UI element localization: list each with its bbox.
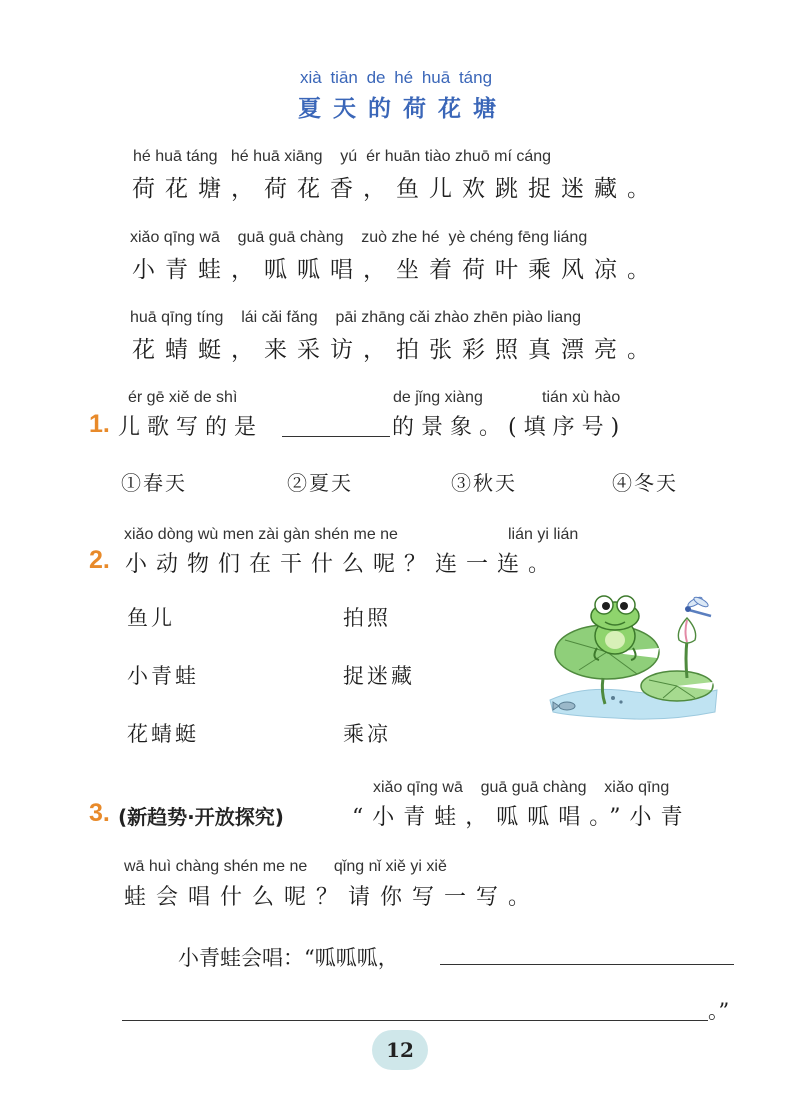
q3-text-line-1: “小青蛙，呱呱唱。”小青 [352, 805, 692, 830]
q1-number: 1. [89, 410, 110, 438]
poem-line-3-pinyin: huā qīng tíng lái cǎi fǎng pāi zhāng cǎi zhào zhēn piào liang [130, 309, 581, 326]
q2-text: 小动物们在干什么呢？连一连。 [125, 552, 560, 577]
q1-pinyin-c: tián xù hào [542, 389, 621, 406]
page-number: 12 [372, 1030, 428, 1070]
q3-answer-line-2[interactable] [122, 992, 708, 1021]
q3-answer-prompt: 小青蛙会唱：“呱呱呱， [178, 946, 399, 970]
q3-answer-line-1[interactable] [440, 936, 734, 965]
title-pinyin: xià tiān de hé huā táng [300, 68, 493, 87]
q3-pinyin-line-1: xiǎo qīng wā guā guā chàng xiǎo qīng [373, 779, 670, 796]
match-right-1[interactable]: 拍照 [343, 606, 391, 630]
q3-number: 3. [89, 799, 110, 827]
q1-option-2: ②夏天 [287, 471, 353, 495]
q2-pinyin-b: lián yi lián [508, 526, 579, 543]
q1-answer-blank[interactable] [282, 408, 390, 437]
q2-pinyin-a: xiǎo dòng wù men zài gàn shén me ne [124, 526, 398, 543]
q2-number: 2. [89, 546, 110, 574]
q1-pinyin-b: de jǐng xiàng [393, 389, 483, 406]
q1-option-3: ③秋天 [451, 471, 517, 495]
poem-line-2-pinyin: xiǎo qīng wā guā guā chàng zuò zhe hé yè chéng fēng liáng [130, 229, 588, 246]
match-left-3[interactable]: 花蜻蜓 [127, 722, 199, 746]
poem-line-1: 荷花塘，荷花香，鱼儿欢跳捉迷藏。 [132, 176, 660, 202]
page-title: 夏天的荷花塘 [298, 96, 508, 122]
match-right-2[interactable]: 捉迷藏 [343, 664, 415, 688]
q3-tag: (新趋势·开放探究) [118, 805, 284, 829]
dragonfly-icon [685, 595, 711, 616]
q3-answer-end: 。” [708, 999, 730, 1023]
frog-pond-illustration [545, 588, 720, 728]
q1-option-1: ①春天 [121, 471, 187, 495]
q3-pinyin-line-2: wā huì chàng shén me ne qǐng nǐ xiě yi xiě [124, 858, 447, 875]
match-left-2[interactable]: 小青蛙 [127, 664, 199, 688]
q3-text-line-2: 蛙会唱什么呢？请你写一写。 [124, 885, 541, 910]
q1-pinyin-a: ér gē xiě de shì [128, 389, 238, 406]
poem-line-2: 小青蛙，呱呱唱，坐着荷叶乘风凉。 [132, 257, 660, 283]
match-left-1[interactable]: 鱼儿 [127, 606, 175, 630]
q1-text-b: 的景象。(填序号) [392, 415, 627, 440]
q1-option-4: ④冬天 [612, 471, 678, 495]
poem-line-3: 花蜻蜓，来采访，拍张彩照真漂亮。 [132, 337, 660, 363]
poem-line-1-pinyin: hé huā táng hé huā xiāng yú ér huān tiào zhuō mí cáng [133, 148, 552, 165]
q1-text-a: 儿歌写的是 [118, 415, 264, 440]
match-right-3[interactable]: 乘凉 [343, 722, 391, 746]
